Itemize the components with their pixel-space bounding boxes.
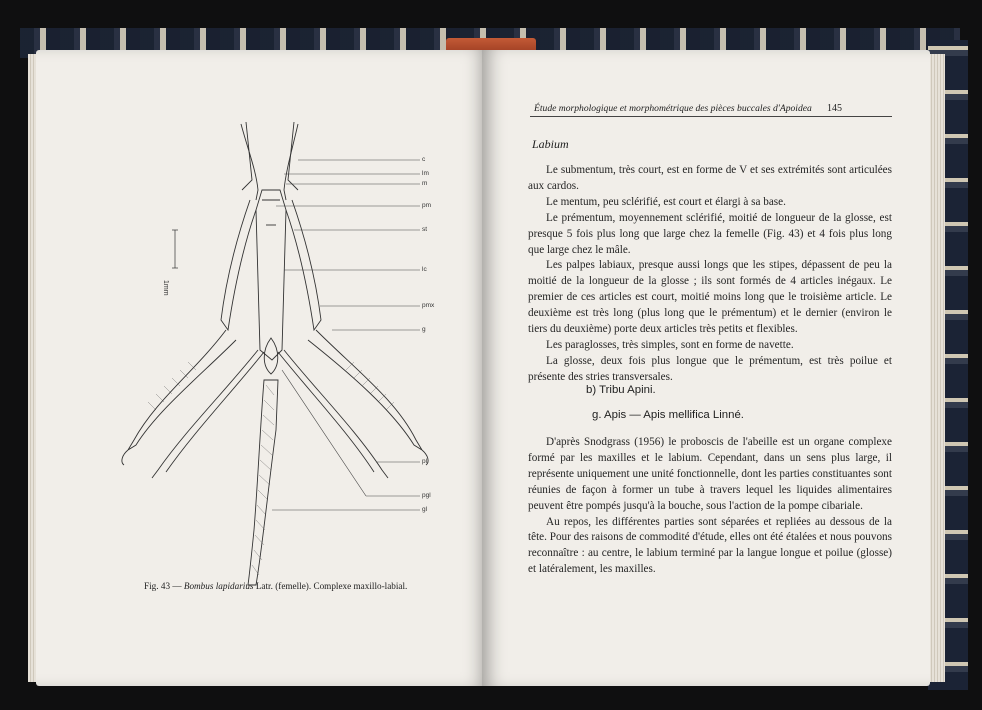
- callout-pl: pl: [422, 458, 428, 465]
- header-rule: [530, 116, 892, 117]
- left-stipes: [221, 200, 256, 330]
- scale-bar: [172, 230, 178, 268]
- caption-suffix: Latr. (femelle). Complexe maxillo-labial.: [253, 581, 408, 591]
- section-title: Labium: [532, 137, 569, 151]
- paragraph: Les palpes labiaux, presque aussi longs que les stipes, dépassent de peu la moitié de la longueur de la glosse ; ils sont formés de 4 articles inégaux. Le premier de ces articles est court, moitié moins long que le troisième article. Le deuxième est très long (plus long que le prémentum) et le dernier (environ le tiers du deuxième) porte deux articles très petits et flexibles.: [528, 259, 892, 336]
- callout-pmx: pmx: [422, 302, 435, 309]
- paragraph: Le mentum, peu sclérifié, est court et élargi à sa base.: [546, 195, 786, 208]
- callout-gl: gl: [422, 506, 428, 513]
- callout-c: c: [422, 156, 426, 163]
- apis-text: [528, 435, 892, 578]
- callout-st: st: [422, 226, 428, 233]
- right-stipes: [286, 200, 321, 330]
- right-galea: [284, 124, 298, 200]
- right-maxilla-blade: [308, 330, 422, 450]
- labium-text: [528, 163, 892, 386]
- figure-caption: [144, 581, 484, 591]
- paragraph: La glosse, deux fois plus longue que le prémentum, est très poilue et présente des stries transversales.: [528, 354, 892, 383]
- running-head: Étude morphologique et morphométrique des pièces buccales d'Apoidea: [534, 103, 812, 114]
- prementum-outline: [256, 190, 286, 360]
- page-number: 145: [827, 103, 842, 114]
- caption-species: Bombus lapidarius: [183, 581, 254, 591]
- callout-g: g: [422, 326, 426, 333]
- paragraph: D'après Snodgrass (1956) le proboscis de l'abeille est un organe complexe formé par les maxilles et le labium. Cependant, dans un sens plus large, il représente uniquement une unité fonctionnelle, dont les parties constituantes sont réunies de façon à former un tube à travers lequel les liquides alimentaires peuvent être pompés jusqu'à la bouche, sous l'action de la pompe cibariale.: [528, 436, 892, 512]
- callout-lc: lc: [422, 266, 427, 273]
- paragraph: Les paraglosses, très simples, sont en forme de navette.: [546, 338, 794, 351]
- tribe-heading: b) Tribu Apini.: [586, 384, 656, 396]
- callout-m: m: [422, 180, 428, 187]
- paragraph: Le submentum, très court, est en forme de V et ses extrémités sont articulées aux cardos.: [528, 164, 892, 192]
- callout-lm: lm: [422, 170, 429, 177]
- left-maxilla-blade: [128, 330, 236, 450]
- scale-label: 1mm: [162, 280, 169, 296]
- right-labial-palp: [284, 350, 388, 478]
- left-page: [36, 50, 488, 686]
- callout-pgl: pgl: [422, 492, 431, 499]
- genus-heading: g. Apis — Apis mellifica Linné.: [592, 409, 744, 421]
- glossa: [248, 380, 278, 585]
- right-page: [482, 50, 930, 686]
- paragraph: Le prémentum, moyennement sclérifié, moitié de longueur de la glosse, est presque 5 fois plus long que large chez la femelle (Fig. 43) et 4 fois plus long que large chez le mâle.: [528, 211, 892, 256]
- paragraph: Au repos, les différentes parties sont séparées et repliées au dessous de la tête. Pour des raisons de commodité d'étude, elles ont été étalées et nous pouvons reconnaître : au centre, le labium terminé par la langue longue et poilue (glosse) et latéralement, les maxilles.: [528, 515, 892, 576]
- caption-prefix: Fig. 43 —: [144, 581, 184, 591]
- callout-pm: pm: [422, 202, 432, 209]
